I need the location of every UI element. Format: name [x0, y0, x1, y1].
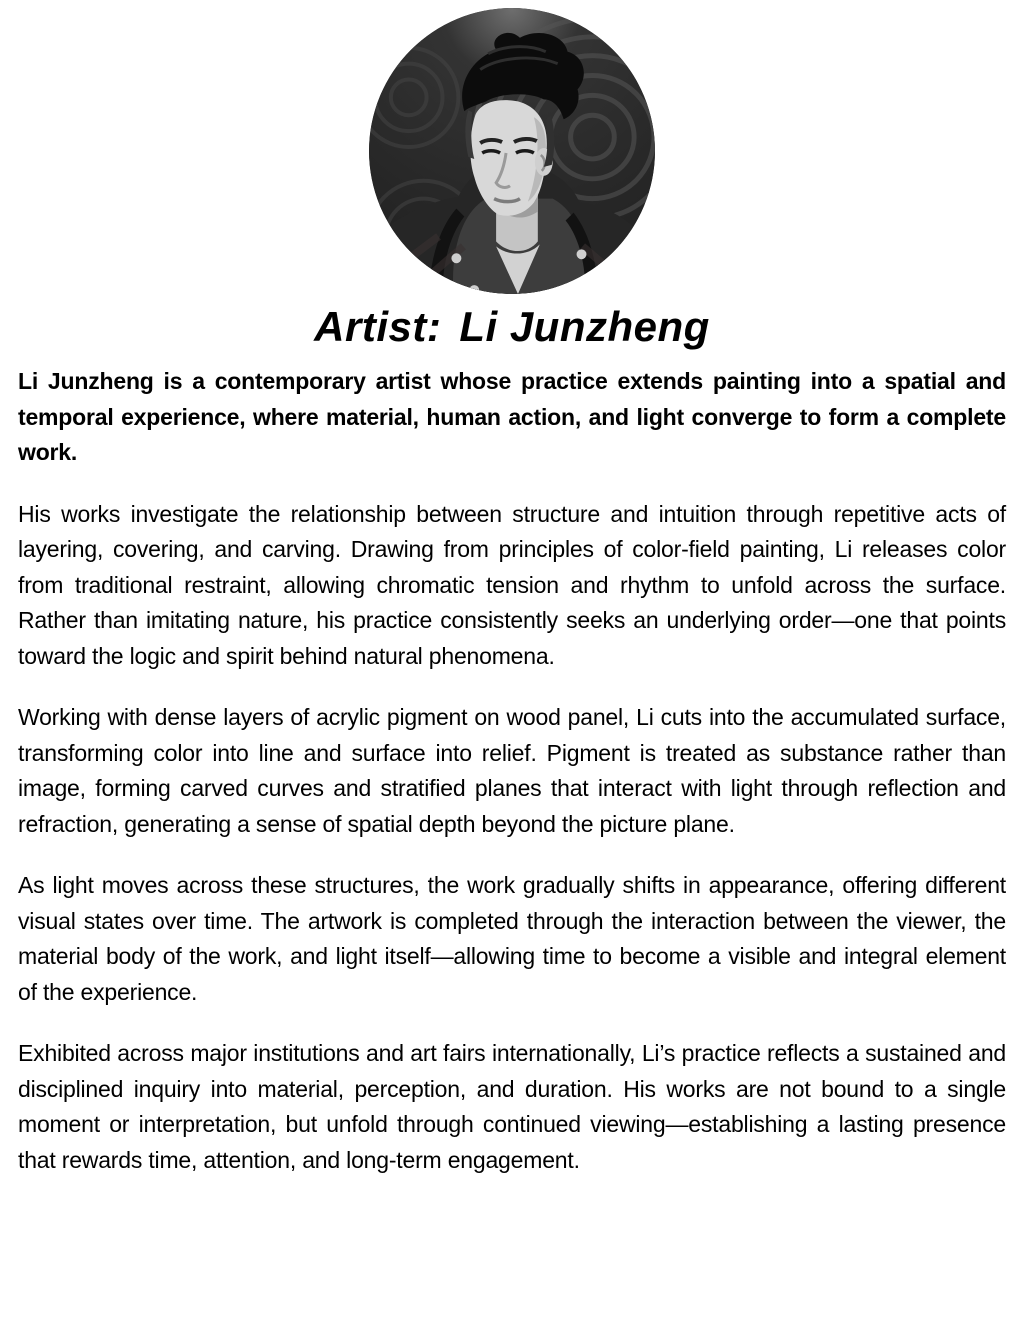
- bio-paragraph: As light moves across these structures, the work gradually shifts in appearance, offering different visual states over time. The artwork is completed through the interaction between the viewer, the material body of the work, and light itself—allowing time to become a visible and integral element of the experience.: [18, 872, 1006, 1005]
- artist-photo: [369, 8, 655, 294]
- page-title: [18, 304, 1006, 350]
- title-prefix: Artist:: [314, 303, 442, 350]
- bio-paragraph: Working with dense layers of acrylic pigment on wood panel, Li cuts into the accumulated surface, transforming color into line and surface into relief. Pigment is treated as substance rather than image, forming carved curves and stratified planes that interact with light through reflection and refraction, generating a sense of spatial depth beyond the picture plane.: [18, 704, 1006, 837]
- title-artist-name: Li Junzheng: [459, 303, 710, 350]
- bio-intro: Li Junzheng is a contemporary artist whose practice extends painting into a spatial and temporal experience, where material, human action, and light converge to form a complete work.: [18, 368, 1006, 466]
- bio-paragraph: His works investigate the relationship between structure and intuition through repetitive acts of layering, covering, and carving. Drawing from principles of color-field painting, Li releases color from traditional restraint, allowing chromatic tension and rhythm to unfold across the surface. Rather than imitating nature, his practice consistently seeks an underlying order—one that points toward the logic and spirit behind natural phenomena.: [18, 500, 1006, 669]
- bio-paragraph: Exhibited across major institutions and art fairs internationally, Li’s practice reflects a sustained and disciplined inquiry into material, perception, and duration. His works are not bound to a single moment or interpretation, but unfold through continued viewing—establishing a lasting presence that rewards time, attention, and long-term engagement.: [18, 1040, 1006, 1173]
- portrait-image: [369, 8, 655, 294]
- artist-bio: [18, 364, 1006, 1178]
